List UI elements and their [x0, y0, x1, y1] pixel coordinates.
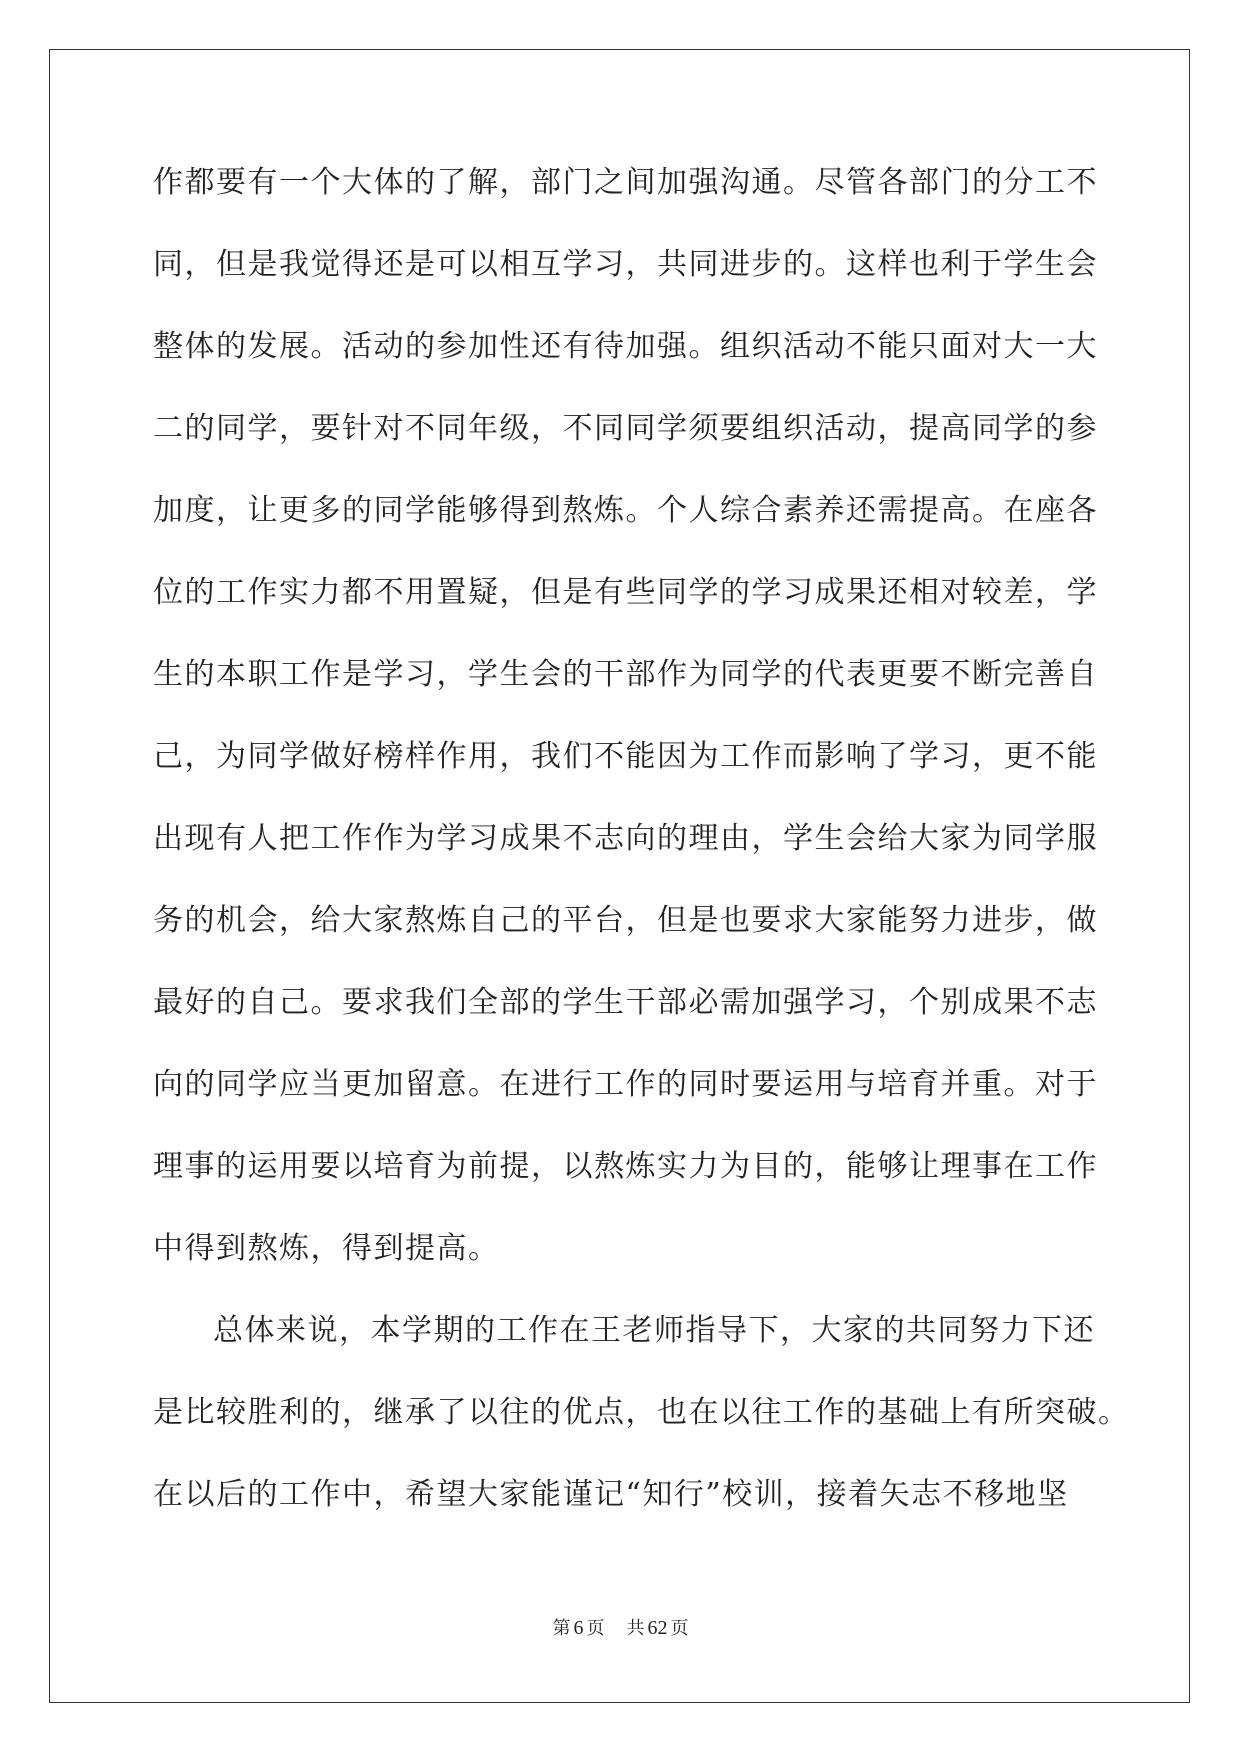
text-line: 出现有人把工作作为学习成果不志向的理由，学生会给大家为同学服 [153, 821, 1098, 856]
text-line: 在以后的工作中，希望大家能谨记“知行”校训，接着矢志不移地坚 [153, 1477, 1069, 1512]
text-line: 是比较胜利的，继承了以往的优点，也在以往工作的基础上有所突破。 [153, 1395, 1130, 1430]
text-line: 最好的自己。要求我们全部的学生干部必需加强学习，个别成果不志 [153, 985, 1098, 1020]
text-line: 务的机会，给大家熬炼自己的平台，但是也要求大家能努力进步，做 [153, 903, 1098, 938]
text-line: 位的工作实力都不用置疑，但是有些同学的学习成果还相对较差，学 [153, 575, 1098, 610]
text-line: 二的同学，要针对不同年级，不同同学须要组织活动，提高同学的参 [153, 411, 1098, 446]
paragraph-first-line: 总体来说，本学期的工作在王老师指导下，大家的共同努力下还 [213, 1313, 1095, 1348]
page-number: 6 [573, 1617, 584, 1639]
total-suffix: 页 [670, 1618, 689, 1639]
text-line: 理事的运用要以培育为前提，以熬炼实力为目的，能够让理事在工作 [153, 1149, 1098, 1184]
text-line: 加度，让更多的同学能够得到熬炼。个人综合素养还需提高。在座各 [153, 493, 1098, 528]
text-line: 中得到熬炼，得到提高。 [153, 1231, 500, 1266]
text-line: 同，但是我觉得还是可以相互学习，共同进步的。这样也利于学生会 [153, 247, 1098, 282]
page-footer [0, 1614, 1241, 1640]
page-prefix: 第 [552, 1618, 571, 1639]
total-pages: 62 [647, 1617, 668, 1639]
text-line: 整体的发展。活动的参加性还有待加强。组织活动不能只面对大一大 [153, 329, 1098, 364]
page-suffix: 页 [586, 1618, 605, 1639]
total-prefix: 共 [626, 1618, 645, 1639]
text-line: 作都要有一个大体的了解，部门之间加强沟通。尽管各部门的分工不 [153, 165, 1098, 200]
text-line: 己，为同学做好榜样作用，我们不能因为工作而影响了学习，更不能 [153, 739, 1098, 774]
text-line: 生的本职工作是学习，学生会的干部作为同学的代表更要不断完善自 [153, 657, 1098, 692]
text-line: 向的同学应当更加留意。在进行工作的同时要运用与培育并重。对于 [153, 1067, 1098, 1102]
document-body [153, 163, 1130, 1557]
